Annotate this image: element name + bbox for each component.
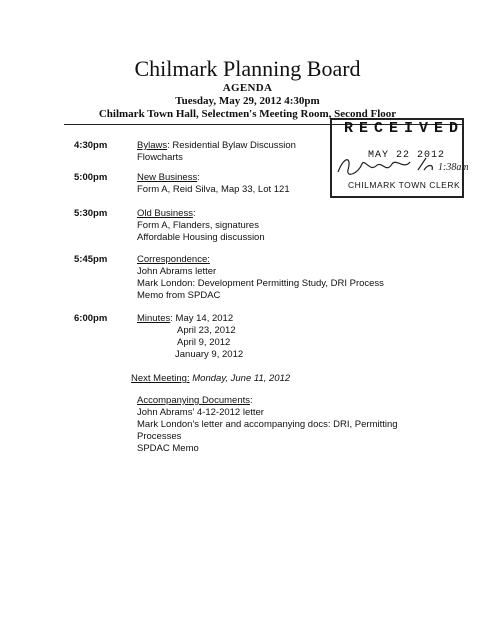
agenda-label: New Business [137,172,198,183]
stamp-date: MAY 22 2012 [368,150,446,161]
agenda-heading: AGENDA [222,82,273,94]
agenda-label: Correspondence: [137,254,210,265]
board-title: Chilmark Planning Board [134,56,361,81]
next-meeting [131,373,290,384]
agenda-time: 6:00pm [74,313,108,324]
agenda-text: : [250,395,253,406]
agenda-item-old-business [137,208,196,219]
agenda-item-bylaws [137,140,296,151]
handwritten-signature [334,152,484,182]
stamp-time-note: 1:38am [438,162,469,173]
agenda-text: Mark London's letter and accompanying docs: DRI, Permitting [137,419,398,430]
agenda-text: Mark London: Development Permitting Study, DRI Process [137,278,384,289]
agenda-item-minutes [137,313,233,324]
agenda-text: April 9, 2012 [177,337,231,348]
agenda-text: April 23, 2012 [177,325,236,336]
agenda-label: Accompanying Documents [137,395,250,406]
next-meeting-label: Next Meeting: [131,373,190,384]
meeting-location: Chilmark Town Hall, Selectmen's Meeting Room, Second Floor [98,108,397,120]
agenda-text: : [192,208,196,219]
agenda-time: 5:00pm [74,172,108,183]
accompanying-documents [137,395,253,406]
agenda-text: SPDAC Memo [137,443,199,454]
agenda-text: January 9, 2012 [175,349,244,360]
agenda-text: : Residential Bylaw Discussion [167,140,296,151]
meeting-date: Tuesday, May 29, 2012 4:30pm [175,95,320,107]
agenda-label: Old Business [137,208,193,219]
agenda-label: Bylaws [137,140,168,151]
agenda-text: Form A, Reid Silva, Map 33, Lot 121 [137,184,290,195]
stamp-clerk: CHILMARK TOWN CLERK [348,180,461,190]
agenda-text: Processes [137,431,182,442]
agenda-text: Memo from SPDAC [137,290,221,301]
next-meeting-date: Monday, June 11, 2012 [192,373,291,384]
stamp-received-text: RECEIVED [344,120,465,137]
agenda-item-new-business [137,172,200,183]
agenda-time: 5:45pm [74,254,108,265]
agenda-text: : May 14, 2012 [170,313,234,324]
agenda-text: Flowcharts [137,152,183,163]
agenda-text: Form A, Flanders, signatures [137,220,259,231]
agenda-text: : [197,172,200,183]
agenda-time: 5:30pm [74,208,108,219]
agenda-label: Minutes [137,313,171,324]
agenda-text: John Abrams letter [137,266,217,277]
agenda-text: John Abrams' 4-12-2012 letter [137,407,264,418]
agenda-time: 4:30pm [74,140,108,151]
agenda-text: Affordable Housing discussion [137,232,265,243]
